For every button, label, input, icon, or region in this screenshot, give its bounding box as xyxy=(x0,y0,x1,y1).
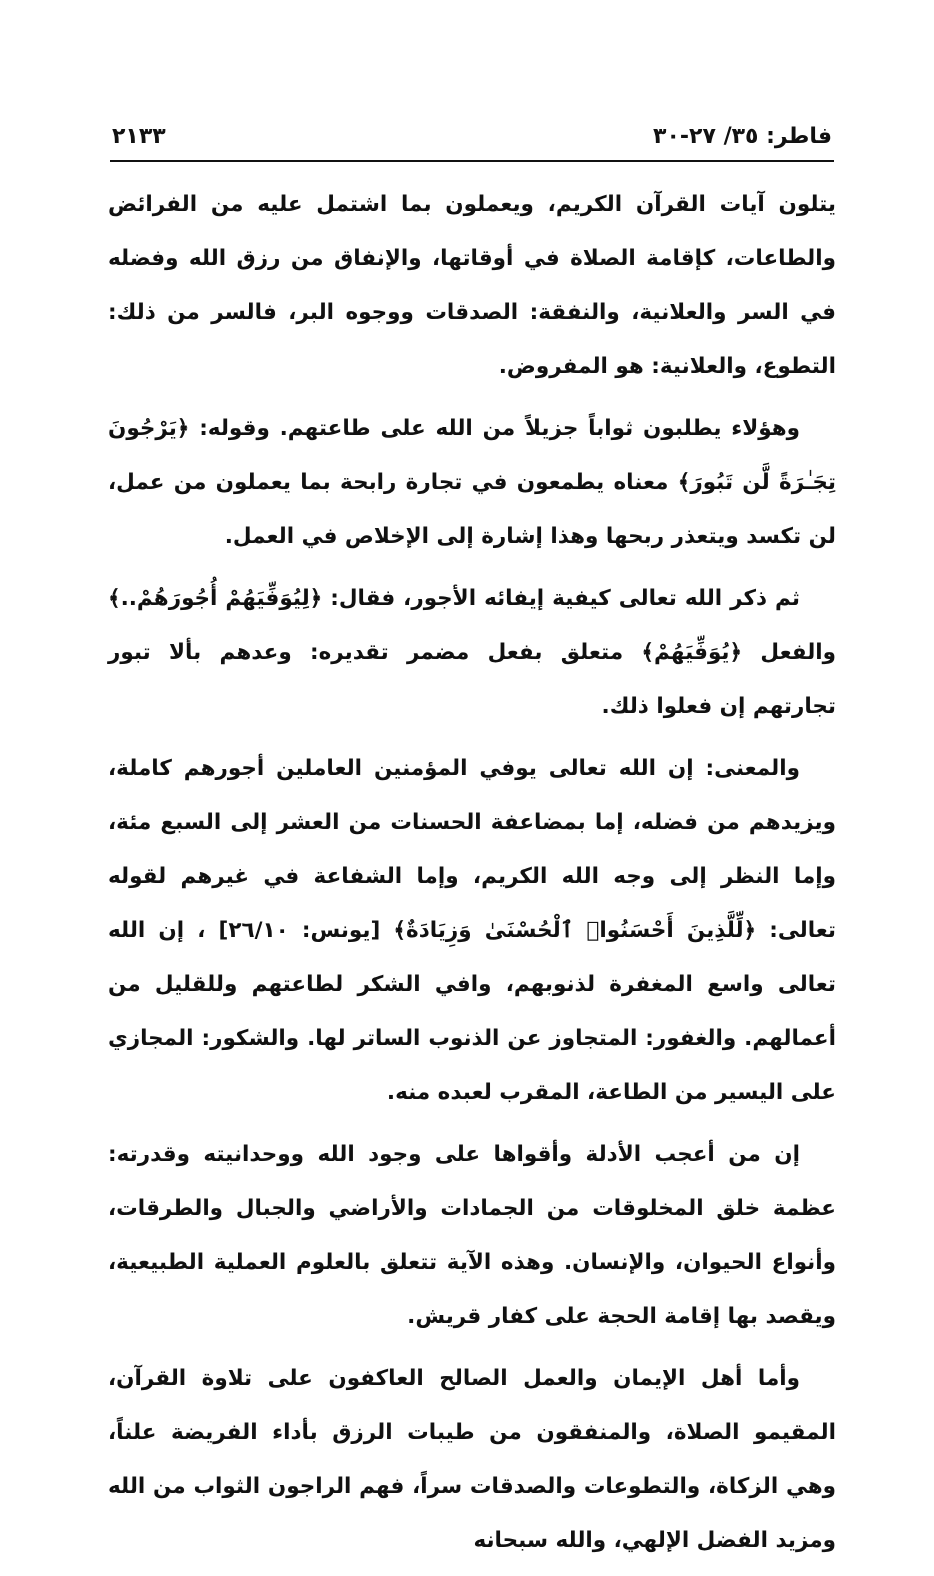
page-header xyxy=(112,120,832,160)
paragraph-5: إن من أعجب الأدلة وأقواها على وجود الله ووحدانيته وقدرته: عظمة خلق المخلوقات من الجمادات والأراضي والجبال والطرقات، وأنواع الحيوان، والإنسان. وهذه الآية تتعلق بالعلوم العملية الطبيعية، ويقصد بها إقامة الحجة على كفار قريش. xyxy=(108,1142,836,1329)
paragraph-3: ثم ذكر الله تعالى كيفية إيفائه الأجور، فقال: ﴿لِيُوَفِّيَهُمْ أُجُورَهُمْ..﴾ والفعل ﴿يُوَفِّيَهُمْ﴾ متعلق بفعل مضمر تقديره: وعدهم بألا تبور تجارتهم إن فعلوا ذلك. xyxy=(108,586,836,719)
page-body xyxy=(108,178,836,1576)
paragraph-4: والمعنى: إن الله تعالى يوفي المؤمنين العاملين أجورهم كاملة، ويزيدهم من فضله، إما بمضاعفة الحسنات من العشر إلى السبع مئة، وإما النظر إلى وجه الله الكريم، وإما الشفاعة في غيرهم لقوله تعالى: ﴿لِّلَّذِينَ أَحْسَنُوا۟ ٱلْحُسْنَىٰ وَزِيَادَةٌ﴾ [يونس: ٢٦/١٠] ، إن الله تعالى واسع المغفرة لذنوبهم، وافي الشكر لطاعتهم وللقليل من أعمالهم. والغفور: المتجاوز عن الذنوب الساتر لها. والشكور: المجازي على اليسير من الطاعة، المقرب لعبده منه. xyxy=(108,756,836,1105)
page-number: ٢١٣٣ xyxy=(112,124,166,149)
paragraph-1: يتلون آيات القرآن الكريم، ويعملون بما اشتمل عليه من الفرائض والطاعات، كإقامة الصلاة في أوقاتها، والإنفاق من رزق الله وفضله في السر والعلانية، والنفقة: الصدقات ووجوه البر، فالسر من ذلك: التطوع، والعلانية: هو المفروض. xyxy=(108,192,836,379)
surah-reference: فاطر: ٣٥/ ٢٧-٣٠ xyxy=(653,124,832,149)
header-divider xyxy=(110,160,834,162)
paragraph-6: وأما أهل الإيمان والعمل الصالح العاكفون على تلاوة القرآن، المقيمو الصلاة، والمنفقون من طيبات الرزق بأداء الفريضة علناً، وهي الزكاة، والتطوعات والصدقات سراً، فهم الراجون الثواب من الله ومزيد الفضل الإلهي، والله سبحانه xyxy=(108,1366,836,1553)
paragraph-2: وهؤلاء يطلبون ثواباً جزيلاً من الله على طاعتهم. وقوله: ﴿يَرْجُونَ تِجَـٰرَةً لَّن تَبُورَ﴾ معناه يطمعون في تجارة رابحة بما يعملون من عمل، لن تكسد ويتعذر ربحها وهذا إشارة إلى الإخلاص في العمل. xyxy=(108,416,836,549)
